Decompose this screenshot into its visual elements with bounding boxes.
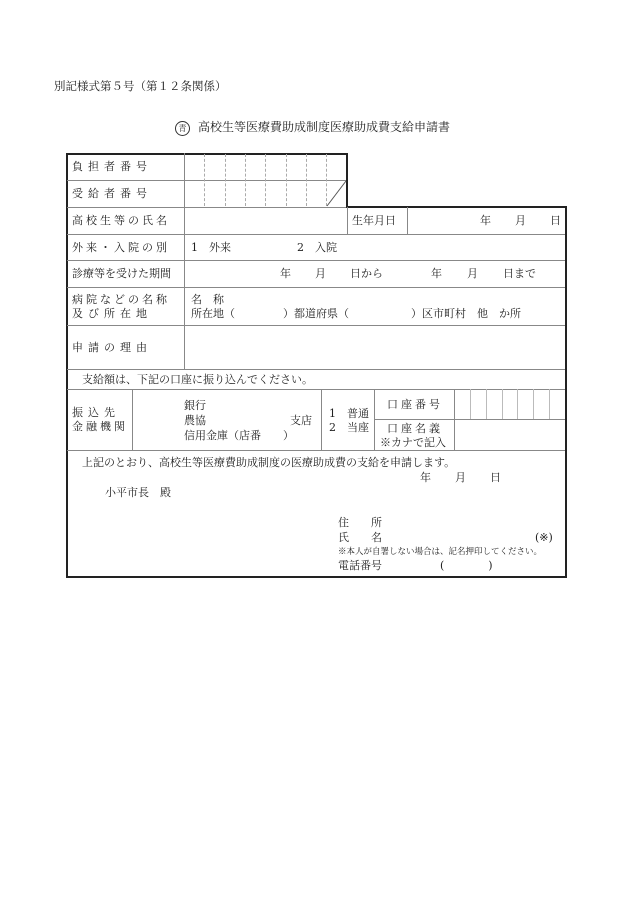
birth-date-label: 生年月日 bbox=[352, 214, 396, 227]
period-to-year-unit: 年 bbox=[431, 267, 442, 280]
applicant-name-label: 氏 名 bbox=[338, 531, 382, 544]
recipient-number-label: 受給者番号 bbox=[72, 187, 152, 200]
period-from-day-unit: 日から bbox=[350, 267, 383, 280]
form-number: 別記様式第５号（第１２条関係） bbox=[54, 79, 227, 93]
institution-bank: 銀行 bbox=[184, 399, 206, 412]
phone-parens: ( ) bbox=[440, 559, 493, 572]
addressee: 小平市長 殿 bbox=[105, 486, 171, 499]
birth-day-unit: 日 bbox=[550, 214, 561, 227]
burden-number-label: 負担者番号 bbox=[72, 160, 152, 173]
phone-label: 電話番号 bbox=[338, 559, 382, 572]
date-year-unit: 年 bbox=[420, 471, 431, 484]
seal-icon: 青 bbox=[175, 121, 190, 136]
form-title: 高校生等医療費助成制度医療助成費支給申請書 bbox=[198, 120, 451, 134]
hospital-address-prefecture: ）都道府県（ bbox=[283, 307, 349, 320]
student-name-input[interactable] bbox=[185, 207, 345, 233]
reason-input[interactable] bbox=[185, 326, 565, 368]
reason-label: 申請の理由 bbox=[72, 341, 152, 354]
period-label: 診療等を受けた期間 bbox=[72, 267, 171, 280]
account-holder-note: ※カナで記入 bbox=[380, 436, 446, 449]
account-type-current[interactable]: 2 当座 bbox=[329, 421, 369, 434]
student-name-label: 高校生等の氏名 bbox=[72, 214, 170, 227]
birth-year-unit: 年 bbox=[480, 214, 491, 227]
bank-label-line1: 振込先 bbox=[72, 406, 120, 419]
institution-ja: 農協 bbox=[184, 414, 206, 427]
hospital-address-city: ）区市町村 他 か所 bbox=[411, 307, 521, 320]
address-label: 住 所 bbox=[338, 516, 382, 529]
account-holder-label: 口座名義 bbox=[387, 422, 443, 435]
signature-note: ※本人が自署しない場合は、記名押印してください。 bbox=[338, 547, 543, 557]
bank-label-line2: 金融機関 bbox=[72, 420, 128, 433]
hospital-label-line2: 及び所在地 bbox=[72, 307, 152, 320]
diagonal-slash-icon bbox=[326, 180, 347, 207]
hospital-address-prefix: 所在地（ bbox=[191, 307, 235, 320]
period-from-month-unit: 月 bbox=[315, 267, 326, 280]
hospital-label-line1: 病院などの名称 bbox=[72, 293, 170, 306]
date-month-unit: 月 bbox=[455, 471, 466, 484]
account-number-label: 口座番号 bbox=[387, 398, 443, 411]
visit-type-inpatient[interactable]: 2 入院 bbox=[297, 241, 337, 254]
period-to-day-unit: 日まで bbox=[503, 267, 536, 280]
account-type-ordinary[interactable]: 1 普通 bbox=[329, 407, 369, 420]
period-to-month-unit: 月 bbox=[467, 267, 478, 280]
birth-month-unit: 月 bbox=[515, 214, 526, 227]
visit-type-label: 外来・入院の別 bbox=[72, 241, 170, 254]
account-holder-input[interactable] bbox=[455, 420, 565, 449]
visit-type-outpatient[interactable]: 1 外来 bbox=[191, 241, 231, 254]
bank-notice: 支給額は、下記の口座に振り込んでください。 bbox=[82, 373, 313, 386]
branch-label: 支店 bbox=[290, 414, 312, 427]
date-day-unit: 日 bbox=[490, 471, 501, 484]
seal-mark: (※) bbox=[535, 531, 553, 544]
declaration-statement: 上記のとおり、高校生等医療費助成制度の医療助成費の支給を申請します。 bbox=[82, 456, 456, 469]
institution-shinkin: 信用金庫（店番 ） bbox=[184, 429, 294, 442]
hospital-name-label: 名 称 bbox=[191, 293, 224, 306]
period-from-year-unit: 年 bbox=[280, 267, 291, 280]
